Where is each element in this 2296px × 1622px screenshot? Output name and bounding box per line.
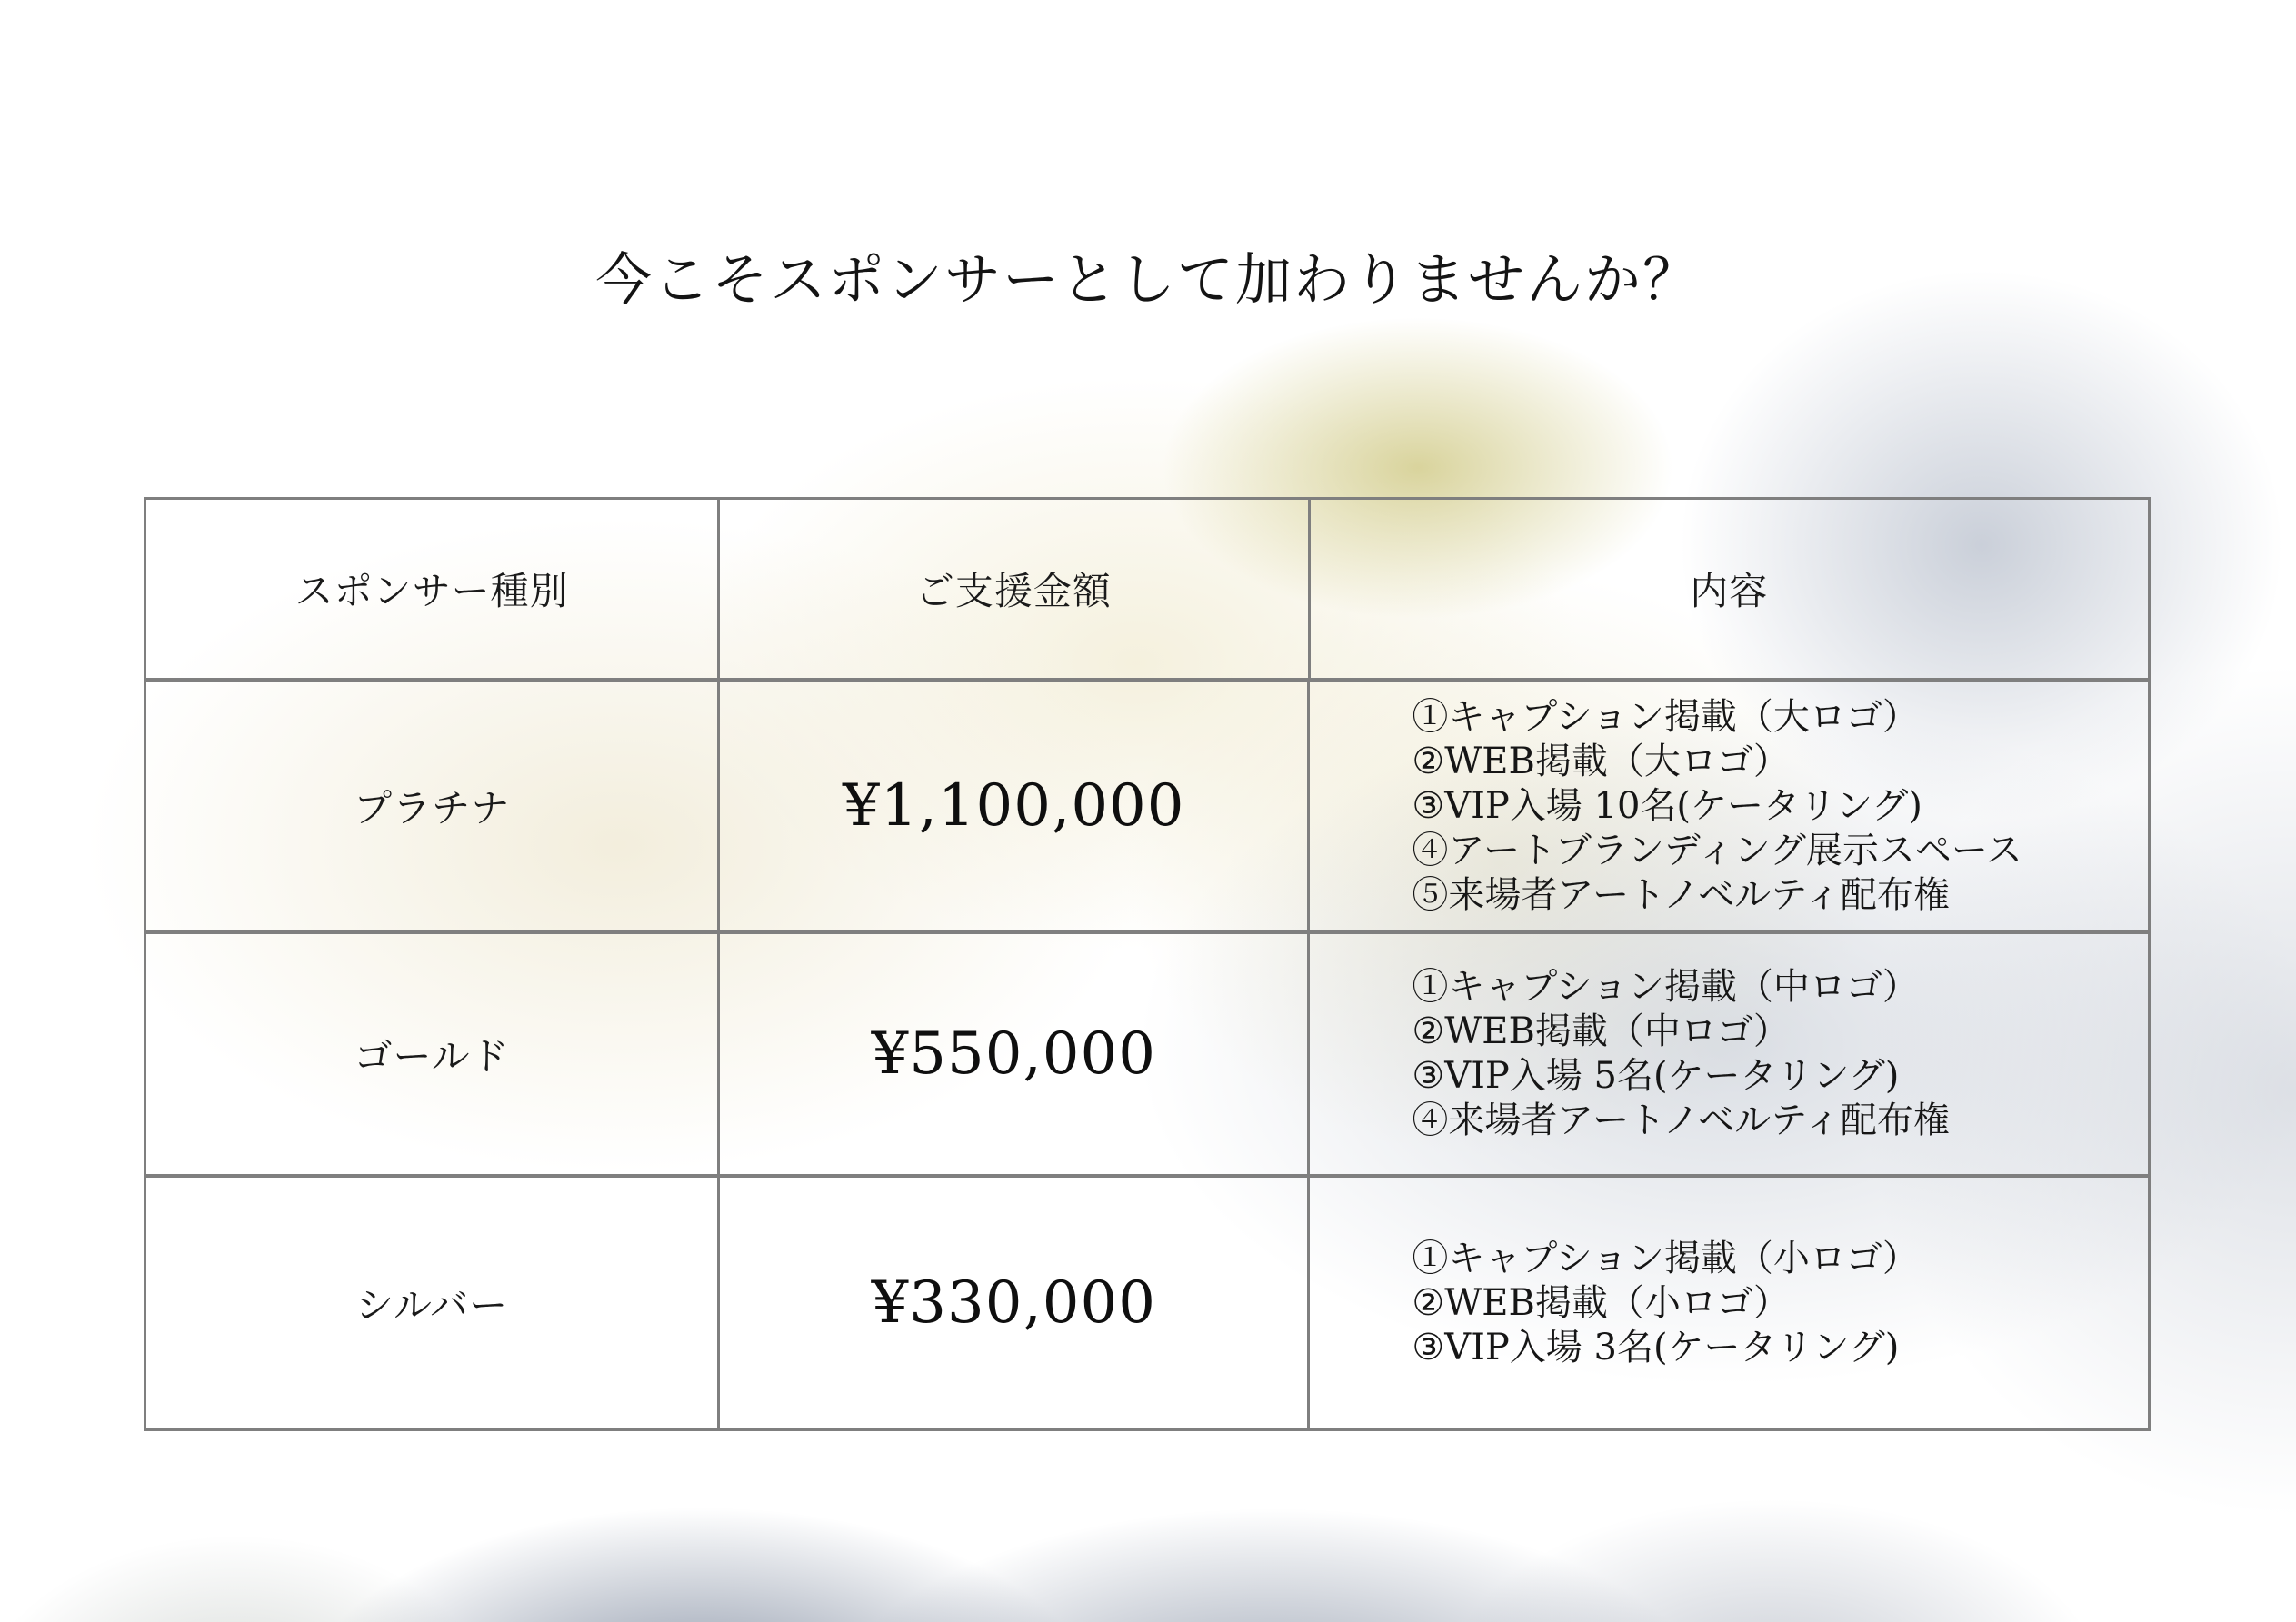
benefit-item: ③VIP入場 3名(ケータリング): [1412, 1326, 1900, 1368]
table-header-row: [146, 500, 2148, 682]
benefit-item: ①キャプション掲載（中ロゴ）: [1412, 966, 1919, 1008]
header-support-amount: ご支援金額: [720, 500, 1310, 682]
benefit-item: ④来場者アートノベルティ配布権: [1412, 1100, 1950, 1141]
tier-amount-silver: ¥330,000: [720, 1178, 1310, 1428]
table-row-platinum: [146, 682, 2148, 934]
benefit-item: ③VIP入場 10名(ケータリング): [1412, 784, 1922, 827]
tier-name-silver: シルバー: [146, 1178, 720, 1428]
benefit-item: ①キャプション掲載（小ロゴ）: [1412, 1237, 1919, 1279]
tier-name-gold: ゴールド: [146, 934, 720, 1178]
table-row-silver: [146, 1178, 2148, 1428]
benefit-item: ④アートブランディング展示スペース: [1412, 829, 2022, 871]
tier-benefits-silver: [1310, 1178, 2148, 1428]
benefit-item: ⑤来場者アートノベルティ配布権: [1412, 873, 1950, 916]
tier-benefits-gold: [1310, 934, 2148, 1178]
page-title: 今こそスポンサーとして加わりませんか？: [594, 246, 1701, 313]
benefit-item: ②WEB掲載（小ロゴ）: [1412, 1281, 1790, 1324]
header-sponsor-type: スポンサー種別: [146, 500, 720, 682]
benefit-item: ①キャプション掲載（大ロゴ）: [1412, 695, 1919, 738]
tier-name-platinum: プラチナ: [146, 682, 720, 934]
benefit-item: ②WEB掲載（大ロゴ）: [1412, 740, 1790, 782]
tier-benefits-platinum: [1310, 682, 2148, 934]
sponsor-table: [144, 497, 2151, 1431]
tier-amount-platinum: ¥1,100,000: [720, 682, 1310, 934]
benefit-item: ③VIP入場 5名(ケータリング): [1412, 1055, 1900, 1097]
table-row-gold: [146, 934, 2148, 1178]
tier-amount-gold: ¥550,000: [720, 934, 1310, 1178]
benefit-item: ②WEB掲載（中ロゴ）: [1412, 1010, 1790, 1052]
header-contents: 内容: [1311, 500, 2148, 682]
